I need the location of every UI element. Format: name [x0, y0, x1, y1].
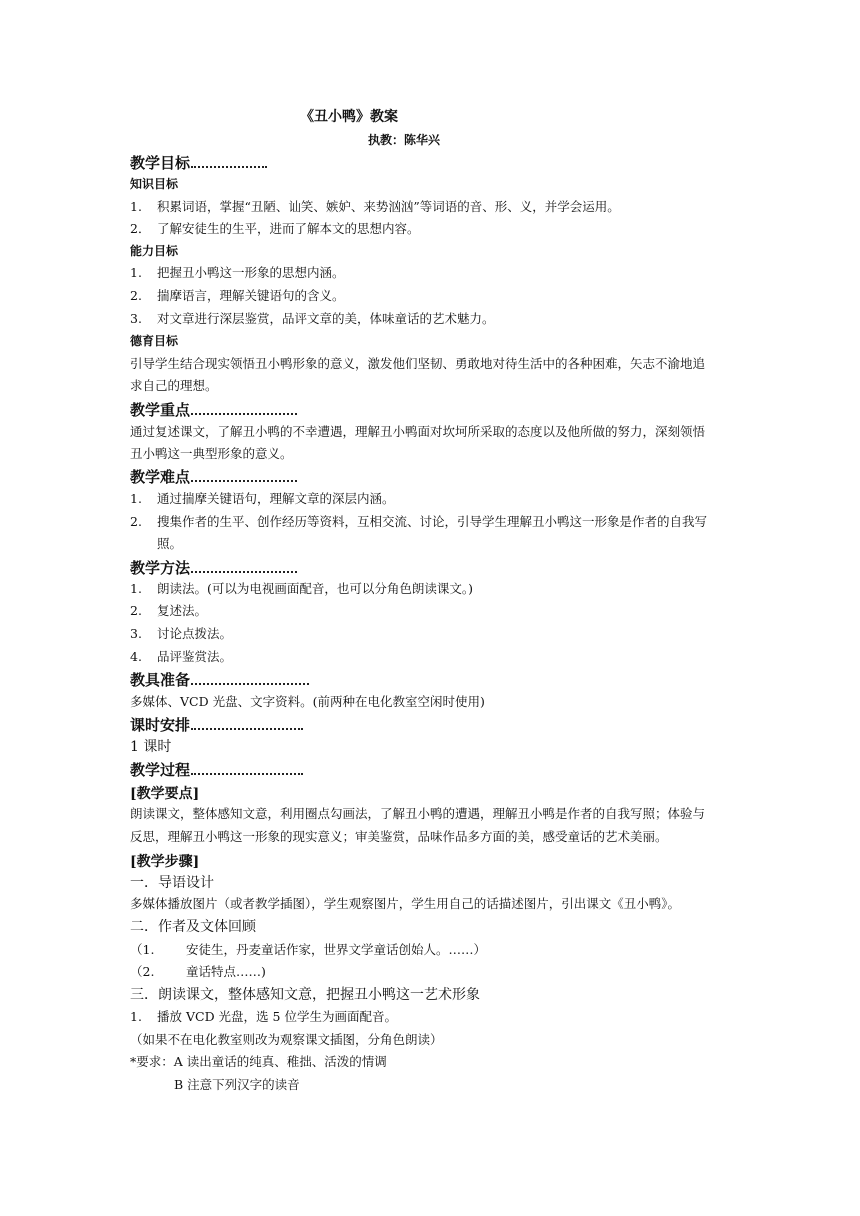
list-item: [130, 514, 707, 530]
item-number: 1.: [130, 265, 142, 280]
list-item: [130, 288, 345, 304]
step-heading: 三．朗读课文，整体感知文意，把握丑小鸭这一艺术形象: [130, 987, 480, 1003]
item-text: 复述法。: [157, 603, 208, 618]
list-item: [130, 221, 420, 237]
item-number: （2.: [130, 964, 155, 979]
item-text: 播放 VCD 光盘，选 5 位学生为画面配音。: [157, 1009, 397, 1024]
dotted-leader: [191, 558, 297, 573]
paragraph-line: 通过复述课文，了解丑小鸭的不幸遭遇，理解丑小鸭面对坎坷所采取的态度以及他所做的努力，深刻领悟: [130, 424, 706, 439]
process-heading-text: 教学过程: [130, 761, 191, 779]
paragraph-line: 朗读课文，整体感知文意，利用圈点勾画法，了解丑小鸭的遭遇，理解丑小鸭是作者的自我写照；体验与: [130, 806, 706, 821]
bracket-label-essentials: [教学要点]: [130, 786, 200, 802]
item-number: 2.: [130, 288, 142, 303]
item-number: 3.: [130, 311, 142, 326]
subheading-moral: 德育目标: [130, 334, 179, 348]
list-item: [130, 199, 620, 215]
document-title: 《丑小鸭》教案: [300, 109, 398, 125]
section-heading-goals: [130, 153, 267, 173]
subheading-ability: 能力目标: [130, 244, 179, 258]
list-item: [130, 581, 473, 597]
paragraph-line: 多媒体播放图片（或者教学插图），学生观察图片，学生用自己的话描述图片，引出课文《丑小鸭》。: [130, 896, 681, 911]
methods-heading-text: 教学方法: [130, 559, 191, 577]
paragraph-line: 多媒体、VCD 光盘、文字资料。(前两种在电化教室空闲时使用): [130, 694, 485, 709]
step-heading: 二．作者及文体回顾: [130, 919, 256, 935]
section-heading-key-points: [130, 400, 297, 420]
author-line: 执教：陈华兴: [368, 133, 441, 147]
list-item: [130, 626, 232, 642]
paragraph-line: 丑小鸭这一典型形象的意义。: [130, 446, 293, 461]
paragraph-line: 求自己的理想。: [130, 378, 218, 393]
dotted-leader: [191, 760, 303, 775]
item-number: 1.: [130, 199, 142, 214]
dotted-leader: [191, 670, 309, 685]
item-number: 3.: [130, 626, 142, 641]
tools-heading-text: 教具准备: [130, 671, 191, 689]
item-text: 把握丑小鸭这一形象的思想内涵。: [157, 265, 345, 280]
item-text: 对文章进行深层鉴赏，品评文章的美，体味童话的艺术魅力。: [157, 311, 495, 326]
item-text: 积累词语，掌握“丑陋、讪笑、嫉妒、来势汹汹”等词语的音、形、义，并学会运用。: [157, 199, 620, 214]
list-item-continuation: 照。: [157, 536, 183, 551]
item-text: 搜集作者的生平、创作经历等资料，互相交流、讨论，引导学生理解丑小鸭这一形象是作者的自我写: [157, 514, 708, 529]
item-number: 4.: [130, 649, 142, 664]
list-item: [130, 265, 345, 281]
dotted-leader: [191, 153, 267, 168]
subheading-knowledge: 知识目标: [130, 177, 179, 191]
paragraph-line: 1 课时: [130, 739, 172, 755]
paragraph-line: B 注意下列汉字的读音: [174, 1077, 300, 1092]
bracket-label-steps: [教学步骤]: [130, 854, 200, 870]
step-heading: 一．导语设计: [130, 875, 214, 891]
list-item: [130, 311, 495, 327]
dotted-leader: [191, 400, 297, 415]
item-text: 通过揣摩关键语句，理解文章的深层内涵。: [157, 491, 395, 506]
item-text: 朗读法。(可以为电视画面配音，也可以分角色朗读课文。): [157, 581, 474, 596]
item-text: 讨论点拨法。: [157, 626, 233, 641]
item-number: 2．: [130, 221, 151, 236]
item-text: 安徒生，丹麦童话作家，世界文学童话创始人。……）: [186, 942, 487, 957]
list-item: [130, 942, 486, 958]
item-text: 品评鉴赏法。: [157, 649, 233, 664]
key-points-heading-text: 教学重点: [130, 401, 191, 419]
list-item: [130, 649, 232, 665]
list-item: [130, 491, 395, 507]
section-heading-tools: [130, 670, 309, 690]
section-heading-methods: [130, 558, 297, 578]
section-heading-schedule: [130, 715, 303, 735]
paragraph-line: 反思，理解丑小鸭这一形象的现实意义；审美鉴赏，品味作品多方面的美，感受童话的艺术美丽。: [130, 829, 668, 844]
section-heading-process: [130, 760, 303, 780]
list-item: [130, 603, 207, 619]
dotted-leader: [191, 715, 303, 730]
item-number: 1.: [130, 1009, 142, 1024]
item-number: 2.: [130, 514, 142, 529]
paragraph-line: 引导学生结合现实领悟丑小鸭形象的意义，激发他们坚韧、勇敢地对待生活中的各种困难，矢志不渝地追: [130, 356, 706, 371]
difficulties-heading-text: 教学难点: [130, 468, 191, 486]
section-heading-difficulties: [130, 467, 297, 487]
schedule-heading-text: 课时安排: [130, 716, 191, 734]
goals-heading-text: 教学目标: [130, 154, 191, 172]
item-text: 揣摩语言，理解关键语句的含义。: [157, 288, 345, 303]
item-text: 了解安徒生的生平，进而了解本文的思想内容。: [157, 221, 420, 236]
item-number: 2.: [130, 603, 142, 618]
list-item: [130, 964, 266, 980]
item-number: 1.: [130, 581, 142, 596]
item-number: （1.: [130, 942, 155, 957]
item-number: 1.: [130, 491, 142, 506]
dotted-leader: [191, 467, 297, 482]
item-text: 童话特点……): [186, 964, 266, 979]
list-item: [130, 1009, 397, 1025]
paragraph-line: *要求：A 读出童话的纯真、稚拙、活泼的情调: [130, 1054, 387, 1069]
paragraph-line: （如果不在电化教室则改为观察课文插图，分角色朗读）: [130, 1032, 443, 1047]
